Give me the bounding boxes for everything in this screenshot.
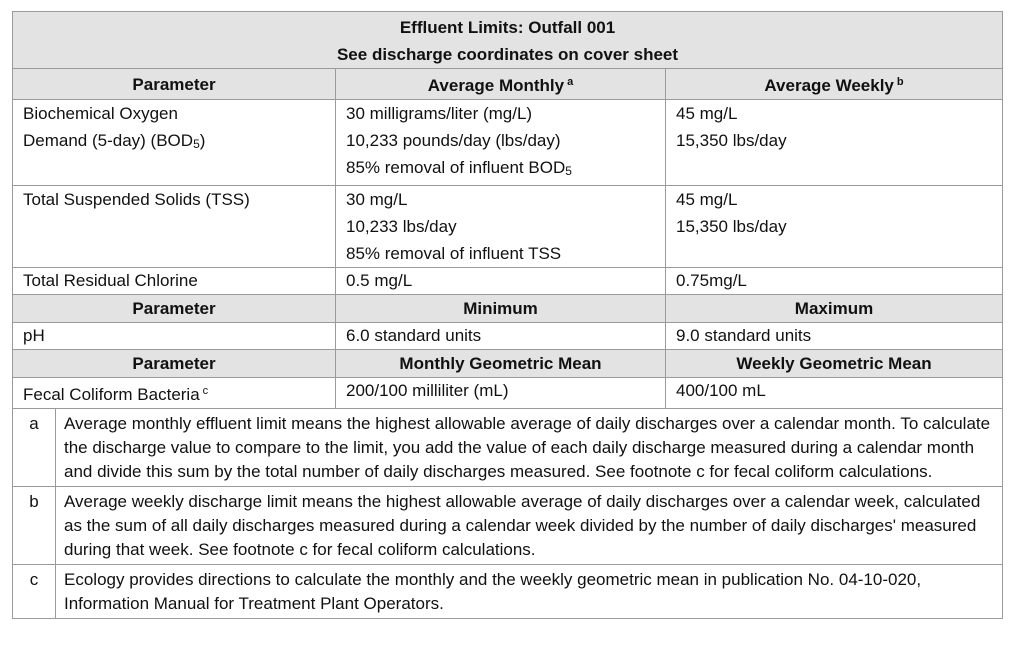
tss-monthly [336, 186, 666, 268]
row-bod [13, 100, 1003, 186]
tss-monthly-loading: 10,233 lbs/day [346, 217, 457, 236]
fecal-monthly: 200/100 milliliter (mL) [336, 378, 666, 409]
fecal-parameter-label: Fecal Coliform Bacteria [23, 385, 200, 404]
bod-subscript: 5 [193, 137, 200, 151]
bod-parameter-close: ) [199, 131, 206, 150]
ph-maximum: 9.0 standard units [666, 323, 1003, 350]
bod-removal-text: 85% removal of influent BOD [346, 158, 566, 177]
bod-parameter-line-2 [23, 127, 325, 158]
title-line-2: See discharge coordinates on cover sheet [336, 45, 679, 64]
bod-weekly-concentration: 45 mg/L [676, 104, 738, 123]
footnote-letter-c: c [13, 565, 56, 619]
chlorine-weekly: 0.75mg/L [666, 268, 1003, 295]
header-average-monthly-label: Average Monthly [427, 76, 565, 95]
tss-parameter-label: Total Suspended Solids (TSS) [23, 190, 250, 209]
header-weekly-geometric-mean: Weekly Geometric Mean [666, 350, 1003, 378]
ph-parameter: pH [13, 323, 336, 350]
header-maximum: Maximum [666, 295, 1003, 323]
header-parameter-3: Parameter [13, 350, 336, 378]
ph-minimum: 6.0 standard units [336, 323, 666, 350]
bod-removal-subscript: 5 [565, 164, 572, 178]
bod-weekly [666, 100, 1003, 186]
table-title [13, 12, 1003, 69]
row-fecal-coliform [13, 378, 1003, 409]
header-row-2 [13, 295, 1003, 323]
tss-weekly-concentration: 45 mg/L [676, 190, 738, 209]
header-row-1 [13, 69, 1003, 100]
bod-parameter [13, 100, 336, 186]
bod-parameter-text: Demand (5-day) (BOD [23, 131, 194, 150]
header-row-3 [13, 350, 1003, 378]
footnote-row-c [13, 565, 1003, 619]
footnote-text-c: Ecology provides directions to calculate the monthly and the weekly geometric mean in publication No. 04-10-020, Information Manual for Treatment Plant Operators. [56, 565, 1003, 619]
fecal-weekly: 400/100 mL [666, 378, 1003, 409]
title-line-1: Effluent Limits: Outfall 001 [399, 18, 616, 37]
bod-monthly [336, 100, 666, 186]
table-title-row [13, 12, 1003, 69]
effluent-limits-table [12, 11, 1003, 619]
bod-monthly-concentration: 30 milligrams/liter (mg/L) [346, 104, 533, 123]
header-minimum: Minimum [336, 295, 666, 323]
footnote-text-a: Average monthly effluent limit means the highest allowable average of daily discharges over a calendar month. To calculate the discharge value to compare to the limit, you add the value of each daily discharge measured during a calendar month and divide this sum by the total number of daily discharges measured. See footnote c for fecal coliform calculations. [56, 409, 1003, 487]
header-monthly-geometric-mean: Monthly Geometric Mean [336, 350, 666, 378]
footnote-row-b [13, 487, 1003, 565]
bod-parameter-line-1: Biochemical Oxygen [23, 104, 178, 123]
header-parameter: Parameter [13, 69, 336, 100]
footnote-marker-c: c [202, 385, 209, 397]
header-average-weekly-label: Average Weekly [764, 76, 894, 95]
bod-monthly-loading: 10,233 pounds/day (lbs/day) [346, 131, 561, 150]
row-chlorine [13, 268, 1003, 295]
chlorine-monthly: 0.5 mg/L [336, 268, 666, 295]
bod-monthly-removal [346, 154, 655, 185]
tss-monthly-removal: 85% removal of influent TSS [346, 244, 562, 263]
header-average-weekly [666, 69, 1003, 100]
footnote-row-a [13, 409, 1003, 487]
header-average-monthly [336, 69, 666, 100]
footnote-text-b: Average weekly discharge limit means the highest allowable average of daily discharges over a calendar week, calculated as the sum of all daily discharges measured during a calendar week divided by the number of daily discharges' measured during that week. See footnote c for fecal coliform calculations. [56, 487, 1003, 565]
footnote-marker-a: a [567, 76, 574, 88]
chlorine-parameter: Total Residual Chlorine [13, 268, 336, 295]
row-ph [13, 323, 1003, 350]
tss-weekly-loading: 15,350 lbs/day [676, 217, 787, 236]
footnote-letter-b: b [13, 487, 56, 565]
tss-weekly [666, 186, 1003, 268]
tss-parameter [13, 186, 336, 268]
footnote-marker-b: b [896, 76, 904, 88]
fecal-parameter [13, 378, 336, 409]
row-tss [13, 186, 1003, 268]
tss-monthly-concentration: 30 mg/L [346, 190, 408, 209]
header-parameter-2: Parameter [13, 295, 336, 323]
footnote-letter-a: a [13, 409, 56, 487]
bod-weekly-loading: 15,350 lbs/day [676, 131, 787, 150]
